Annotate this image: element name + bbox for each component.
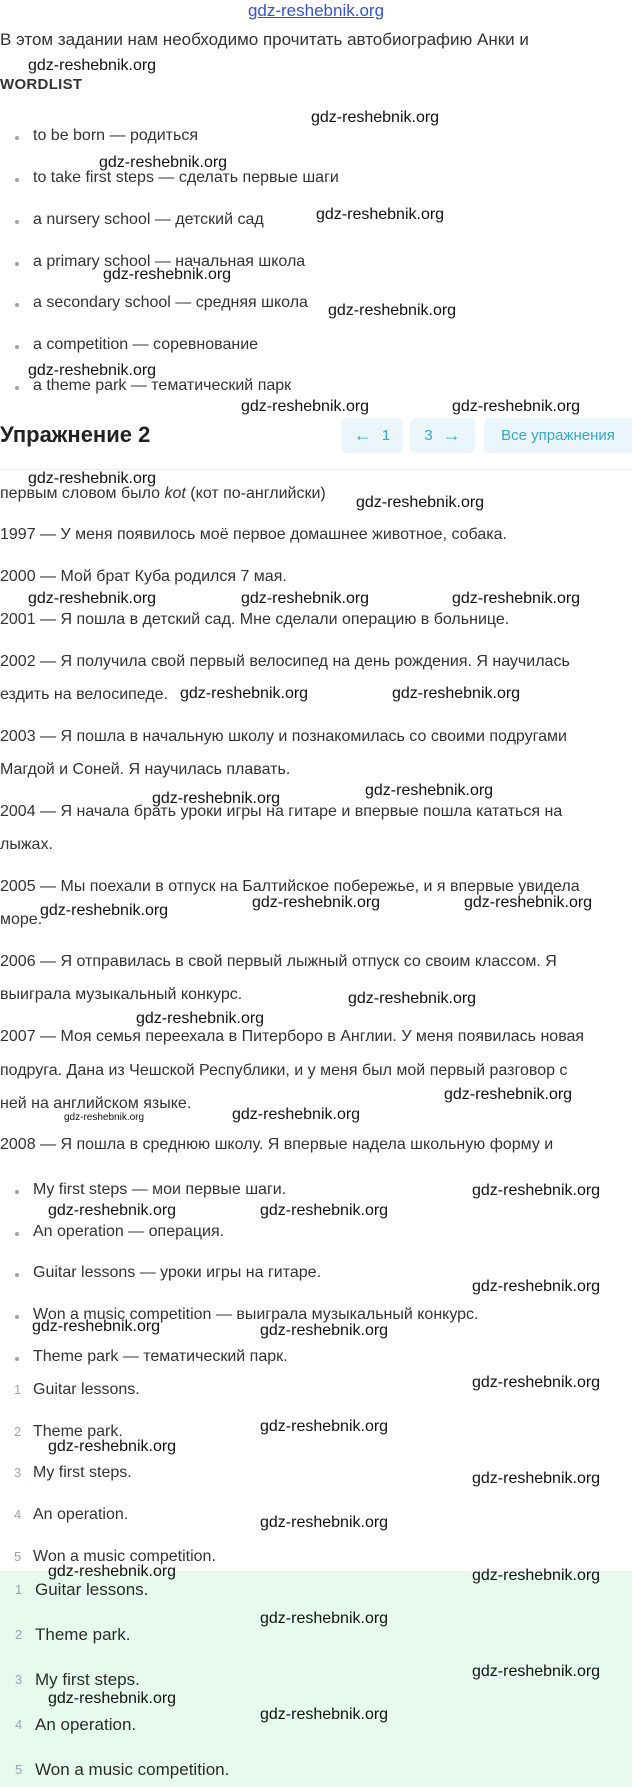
answer-item: 3 My first steps. bbox=[15, 1670, 140, 1689]
watermark: gdz-reshebnik.org bbox=[472, 1663, 601, 1680]
watermark: gdz-reshebnik.org bbox=[472, 1278, 601, 1295]
answer-item: 2 Theme park. bbox=[15, 1625, 131, 1644]
wordlist-item: a primary school — начальная школа bbox=[33, 253, 306, 270]
watermark: gdz-reshebnik.org bbox=[99, 154, 228, 171]
watermark: gdz-reshebnik.org bbox=[260, 1418, 389, 1435]
watermark: gdz-reshebnik.org bbox=[28, 362, 157, 379]
watermark: gdz-reshebnik.org bbox=[180, 685, 309, 702]
wordlist-item: a secondary school — средняя школа bbox=[33, 294, 308, 311]
diary-line: подруга. Дана из Чешской Республики, и у меня был мой первый разговор с bbox=[0, 1062, 568, 1079]
next-exercise-label: 3 bbox=[424, 427, 433, 444]
watermark: gdz-reshebnik.org bbox=[103, 266, 232, 283]
watermark: gdz-reshebnik.org bbox=[232, 1106, 361, 1123]
diary-line: лыжах. bbox=[0, 836, 53, 853]
phrase-item: My first steps — мои первые шаги. bbox=[33, 1181, 287, 1198]
phrase-item: An operation — операция. bbox=[33, 1223, 225, 1240]
diary-line: выиграла музыкальный конкурс. bbox=[0, 986, 243, 1003]
arrow-right-icon: → bbox=[442, 425, 461, 445]
diary-line: 2005 — Мы поехали в отпуск на Балтийское побережье, и я впервые увидела bbox=[0, 878, 580, 895]
watermark: gdz-reshebnik.org bbox=[472, 1470, 601, 1487]
numbered-item: 1 Guitar lessons. bbox=[14, 1381, 140, 1398]
prev-exercise-button[interactable] bbox=[341, 418, 403, 453]
watermark: gdz-reshebnik.org bbox=[28, 590, 157, 607]
wordlist-item: a nursery school — детский сад bbox=[33, 211, 264, 228]
watermark: gdz-reshebnik.org bbox=[241, 398, 370, 415]
diary-line: 2004 — Я начала брать уроки игры на гитаре и впервые пошла кататься на bbox=[0, 803, 563, 820]
watermark: gdz-reshebnik.org bbox=[472, 1374, 601, 1391]
all-exercises-label: Все упражнения bbox=[501, 427, 615, 444]
watermark: gdz-reshebnik.org bbox=[452, 398, 581, 415]
intro-text: В этом задании нам необходимо прочитать автобиографию Анки и bbox=[0, 30, 529, 49]
diary-line: Магдой и Соней. Я научилась плавать. bbox=[0, 761, 291, 778]
watermark: gdz-reshebnik.org bbox=[152, 790, 281, 807]
watermark: gdz-reshebnik.org bbox=[365, 782, 494, 799]
wordlist-item: to be born — родиться bbox=[33, 127, 198, 144]
diary-line: 2007 — Моя семья переехала в Питерборо в Англии. У меня появилась новая bbox=[0, 1028, 585, 1045]
watermark: gdz-reshebnik.org bbox=[348, 990, 477, 1007]
watermark: gdz-reshebnik.org bbox=[356, 494, 485, 511]
watermark: gdz-reshebnik.org bbox=[28, 57, 157, 74]
phrase-item: Won a music competition — выиграла музыкальный конкурс. bbox=[33, 1306, 479, 1323]
diary-line: 2008 — Я пошла в среднюю школу. Я впервые надела школьную форму и bbox=[0, 1136, 554, 1153]
watermark: gdz-reshebnik.org bbox=[472, 1182, 601, 1199]
watermark: gdz-reshebnik.org bbox=[316, 206, 445, 223]
wordlist-title: WORDLIST bbox=[0, 76, 83, 93]
watermark: gdz-reshebnik.org bbox=[32, 1318, 161, 1335]
watermark: gdz-reshebnik.org bbox=[452, 590, 581, 607]
next-exercise-button[interactable] bbox=[410, 418, 475, 453]
watermark: gdz-reshebnik.org bbox=[252, 894, 381, 911]
numbered-item: 4 An operation. bbox=[14, 1506, 129, 1523]
prev-exercise-label: 1 bbox=[381, 427, 391, 444]
watermark: gdz-reshebnik.org bbox=[260, 1610, 389, 1627]
diary-line: ней на английском языке. bbox=[0, 1095, 192, 1112]
numbered-item: 3 My first steps. bbox=[14, 1464, 132, 1481]
exercise-title: Упражнение 2 bbox=[0, 422, 151, 447]
phrase-item: Guitar lessons — уроки игры на гитаре. bbox=[33, 1264, 322, 1281]
numbered-item: 5 Won a music competition. bbox=[14, 1548, 216, 1565]
answer-item: 1 Guitar lessons. bbox=[15, 1580, 149, 1599]
diary-line: 2006 — Я отправилась в свой первый лыжный отпуск со своим классом. Я bbox=[0, 953, 557, 970]
answer-item: 5 Won a music competition. bbox=[15, 1760, 230, 1779]
watermark: gdz-reshebnik.org bbox=[392, 685, 521, 702]
site-link[interactable]: gdz-reshebnik.org bbox=[247, 1, 385, 20]
watermark: gdz-reshebnik.org bbox=[241, 590, 370, 607]
watermark: gdz-reshebnik.org bbox=[64, 1112, 145, 1123]
watermark: gdz-reshebnik.org bbox=[260, 1514, 389, 1531]
watermark: gdz-reshebnik.org bbox=[472, 1567, 601, 1584]
watermark: gdz-reshebnik.org bbox=[28, 470, 157, 487]
phrase-item: Theme park — тематический парк. bbox=[33, 1348, 288, 1365]
diary-line: 1997 — У меня появилось моё первое домашнее животное, собака. bbox=[0, 526, 507, 543]
arrow-left-icon: ← bbox=[353, 425, 372, 445]
watermark: gdz-reshebnik.org bbox=[328, 302, 457, 319]
watermark: gdz-reshebnik.org bbox=[260, 1202, 389, 1219]
diary-line: 2001 — Я пошла в детский сад. Мне сделали операцию в больнице. bbox=[0, 611, 510, 628]
wordlist-item: a theme park — тематический парк bbox=[33, 377, 292, 394]
diary-line: 2003 — Я пошла в начальную школу и познакомилась со своими подругами bbox=[0, 728, 567, 745]
watermark: gdz-reshebnik.org bbox=[48, 1690, 177, 1707]
watermark: gdz-reshebnik.org bbox=[48, 1202, 177, 1219]
diary-line: первым словом было kot (кот по-английски) bbox=[0, 485, 326, 502]
diary-line: море. bbox=[0, 911, 43, 928]
watermark: gdz-reshebnik.org bbox=[48, 1563, 177, 1580]
watermark: gdz-reshebnik.org bbox=[311, 109, 440, 126]
watermark: gdz-reshebnik.org bbox=[464, 894, 593, 911]
wordlist-item: a competition — соревнование bbox=[33, 336, 259, 353]
watermark: gdz-reshebnik.org bbox=[40, 902, 169, 919]
watermark: gdz-reshebnik.org bbox=[136, 1010, 265, 1027]
numbered-item: 2 Theme park. bbox=[14, 1423, 123, 1440]
answer-item: 4 An operation. bbox=[15, 1715, 137, 1734]
watermark: gdz-reshebnik.org bbox=[48, 1438, 177, 1455]
diary-line: 2000 — Мой брат Куба родился 7 мая. bbox=[0, 568, 287, 585]
diary-line: ездить на велосипеде. bbox=[0, 686, 169, 703]
all-exercises-button[interactable] bbox=[484, 418, 632, 453]
watermark: gdz-reshebnik.org bbox=[444, 1086, 573, 1103]
watermark: gdz-reshebnik.org bbox=[260, 1706, 389, 1723]
diary-line: 2002 — Я получила свой первый велосипед на день рождения. Я научилась bbox=[0, 653, 570, 670]
watermark: gdz-reshebnik.org bbox=[260, 1322, 389, 1339]
wordlist-item: to take first steps — сделать первые шаги bbox=[33, 169, 339, 186]
